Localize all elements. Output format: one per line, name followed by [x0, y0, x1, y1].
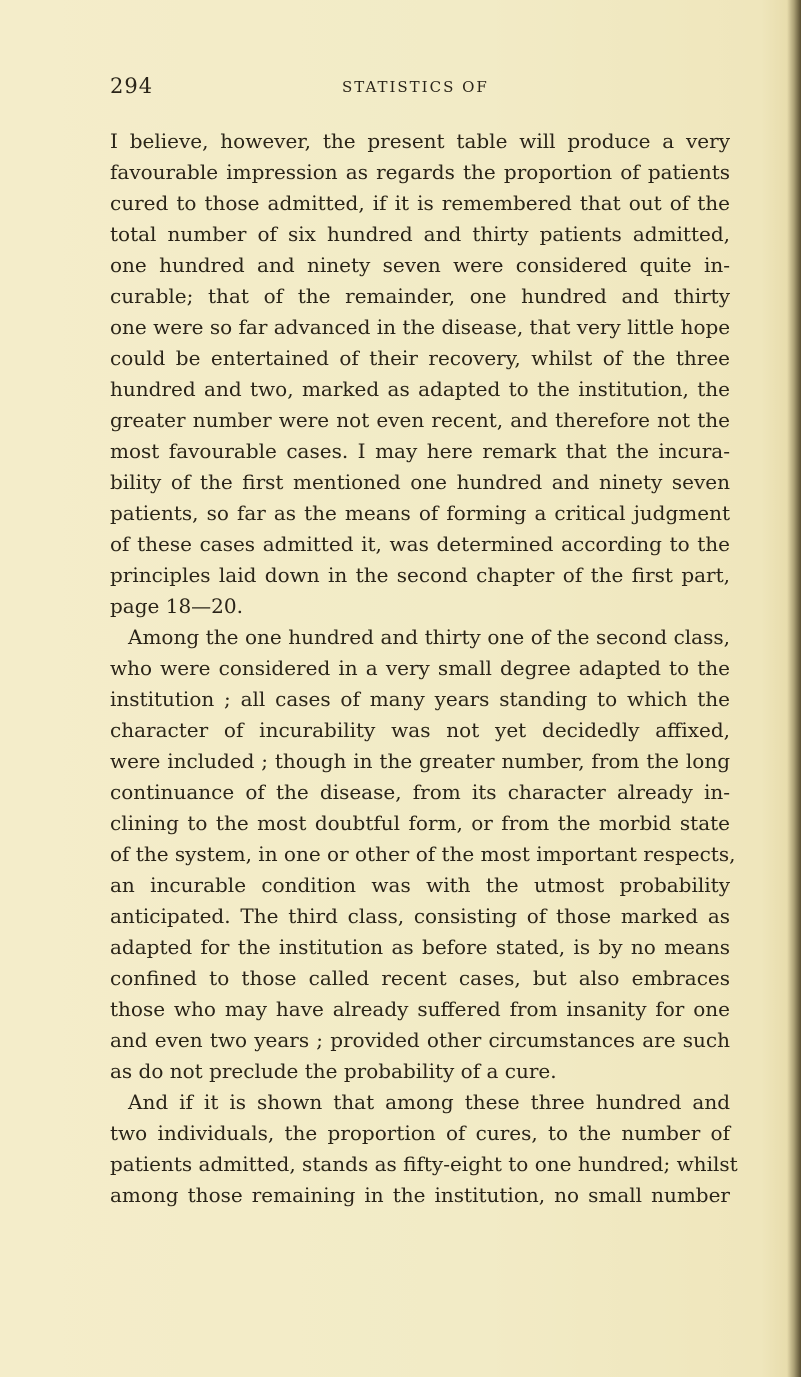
- text-line: bility of the first mentioned one hundred and ninety seven: [110, 470, 730, 494]
- text-line: favourable impression as regards the proportion of patients: [110, 160, 730, 184]
- text-line: an incurable condition was with the utmost probability: [110, 873, 730, 897]
- text-line: I believe, however, the present table will produce a very: [110, 129, 730, 153]
- page-number: 294: [110, 74, 154, 98]
- text-line: were included ; though in the greater number, from the long: [110, 749, 730, 773]
- text-line: hundred and two, marked as adapted to the institution, the: [110, 377, 730, 401]
- text-line: one hundred and ninety seven were considered quite in-: [110, 253, 730, 277]
- text-line: principles laid down in the second chapter of the first part,: [110, 563, 730, 587]
- body-text: [110, 126, 738, 1211]
- text-line: institution ; all cases of many years standing to which the: [110, 687, 730, 711]
- text-line: patients admitted, stands as fifty-eight to one hundred; whilst: [110, 1152, 738, 1176]
- text-line: cured to those admitted, if it is remembered that out of the: [110, 191, 730, 215]
- text-line: confined to those called recent cases, but also embraces: [110, 966, 730, 990]
- text-line: Among the one hundred and thirty one of the second class,: [128, 625, 730, 649]
- text-line: page 18—20.: [110, 594, 243, 618]
- text-line: could be entertained of their recovery, whilst of the three: [110, 346, 730, 370]
- text-line: character of incurability was not yet decidedly affixed,: [110, 718, 730, 742]
- text-line: one were so far advanced in the disease, that very little hope: [110, 315, 731, 339]
- text-line: greater number were not even recent, and therefore not the: [110, 408, 730, 432]
- text-line: who were considered in a very small degree adapted to the: [110, 656, 730, 680]
- text-line: of the system, in one or other of the most important respects,: [110, 842, 736, 866]
- text-line: patients, so far as the means of forming a critical judgment: [110, 501, 730, 525]
- running-title: STATISTICS OF: [342, 78, 489, 96]
- running-head: [0, 74, 801, 104]
- text-line: and even two years ; provided other circumstances are such: [110, 1028, 730, 1052]
- text-line: among those remaining in the institution, no small number: [110, 1183, 730, 1207]
- text-line: two individuals, the proportion of cures, to the number of: [110, 1121, 730, 1145]
- text-line: And if it is shown that among these three hundred and: [128, 1090, 730, 1114]
- text-line: of these cases admitted it, was determined according to the: [110, 532, 730, 556]
- text-line: continuance of the disease, from its character already in-: [110, 780, 730, 804]
- text-line: total number of six hundred and thirty patients admitted,: [110, 222, 730, 246]
- page-edge-shadow: [787, 0, 801, 1377]
- text-line: anticipated. The third class, consisting of those marked as: [110, 904, 730, 928]
- text-line: clining to the most doubtful form, or from the morbid state: [110, 811, 730, 835]
- text-line: most favourable cases. I may here remark that the incura-: [110, 439, 730, 463]
- text-line: adapted for the institution as before stated, is by no means: [110, 935, 730, 959]
- text-line: those who may have already suffered from insanity for one: [110, 997, 730, 1021]
- text-line: as do not preclude the probability of a cure.: [110, 1059, 557, 1083]
- text-line: curable; that of the remainder, one hundred and thirty: [110, 284, 730, 308]
